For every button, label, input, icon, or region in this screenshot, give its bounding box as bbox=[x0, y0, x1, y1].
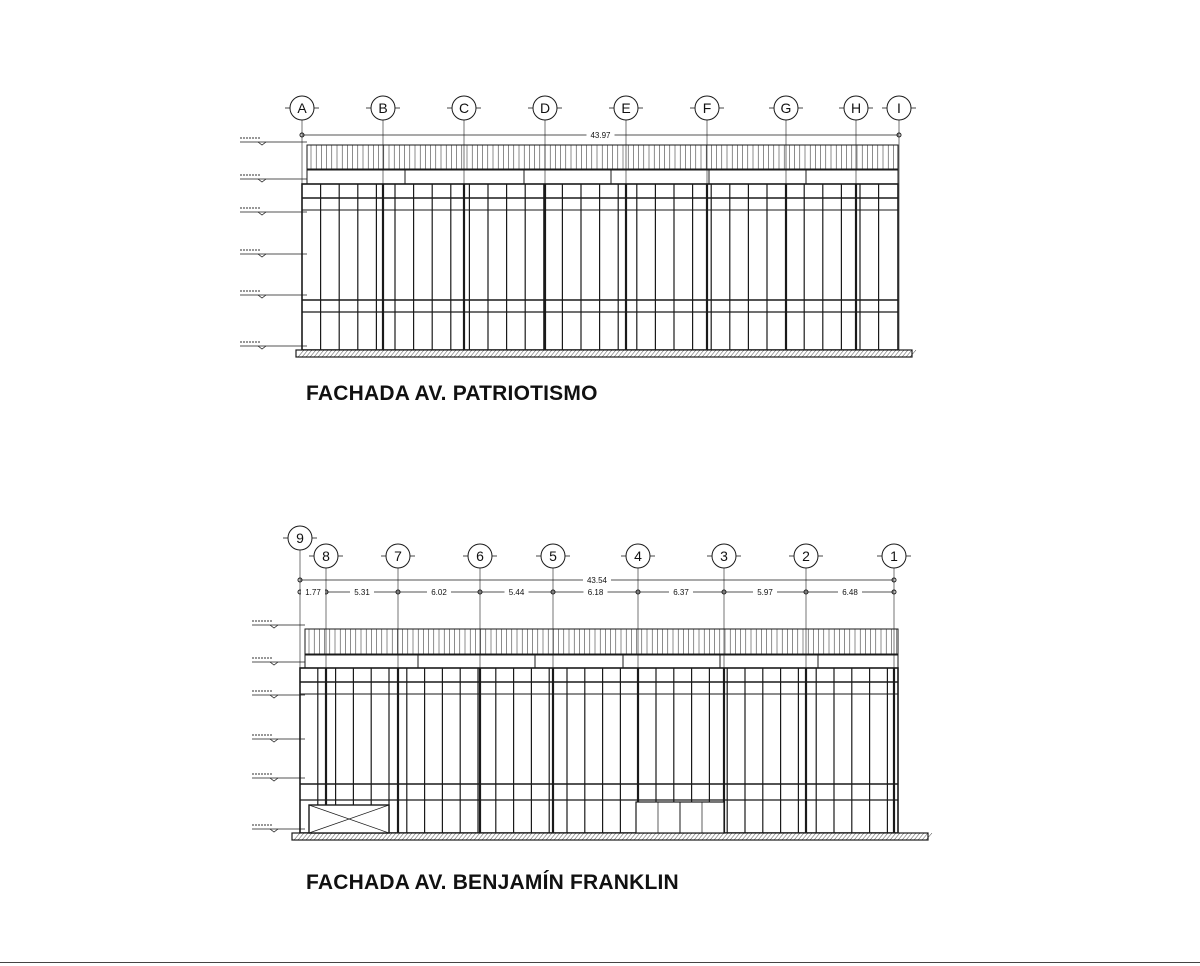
axis-label: 5 bbox=[549, 548, 557, 564]
axis-label: H bbox=[850, 100, 862, 116]
total-dimension: 43.54 bbox=[586, 576, 608, 585]
span-dimension: 5.97 bbox=[757, 588, 773, 597]
axis-label: F bbox=[702, 100, 712, 116]
parapet-louver bbox=[307, 145, 898, 169]
facade-frame bbox=[300, 668, 898, 833]
axis-label: D bbox=[539, 100, 551, 116]
span-dimension: 6.18 bbox=[587, 588, 604, 597]
axis-label: G bbox=[780, 100, 792, 116]
level-marker bbox=[270, 739, 278, 742]
level-marker bbox=[270, 625, 278, 628]
axis-label: 7 bbox=[394, 548, 402, 564]
span-dimension: 5.44 bbox=[508, 588, 525, 597]
axis-label: 9 bbox=[296, 530, 304, 546]
span-dimension: 6.37 bbox=[673, 588, 689, 597]
fascia-band bbox=[305, 655, 898, 668]
fascia-band bbox=[307, 170, 898, 184]
elevation-benjamin-franklin bbox=[252, 526, 932, 840]
span-dimension: 6.02 bbox=[431, 588, 447, 597]
span-dimension: 1.77 bbox=[305, 588, 321, 597]
axis-label: E bbox=[621, 100, 631, 116]
level-marker bbox=[258, 212, 266, 215]
axis-label: I bbox=[897, 100, 901, 116]
axis-label: 3 bbox=[720, 548, 728, 564]
level-marker bbox=[270, 778, 278, 781]
level-marker bbox=[270, 662, 278, 665]
level-marker bbox=[270, 695, 278, 698]
sheet-border bbox=[0, 962, 1200, 963]
axis-label: C bbox=[458, 100, 470, 116]
axis-label: 1 bbox=[890, 548, 898, 564]
ground-strip bbox=[296, 350, 912, 357]
axis-label: A bbox=[297, 100, 307, 116]
total-dimension: 43.97 bbox=[590, 131, 611, 140]
level-marker bbox=[270, 829, 278, 832]
level-marker bbox=[258, 295, 266, 298]
parapet-louver bbox=[305, 629, 898, 654]
axis-label: 2 bbox=[802, 548, 810, 564]
axis-label: 4 bbox=[634, 548, 642, 564]
level-marker bbox=[258, 254, 266, 257]
span-dimension: 5.31 bbox=[354, 588, 370, 597]
level-marker bbox=[258, 346, 266, 349]
drawing-title-patriotismo: FACHADA AV. PATRIOTISMO bbox=[306, 382, 598, 405]
drawing-title-franklin: FACHADA AV. BENJAMÍN FRANKLIN bbox=[306, 871, 679, 894]
elevation-patriotismo bbox=[240, 96, 916, 357]
span-dimension: 6.48 bbox=[842, 588, 858, 597]
level-marker bbox=[258, 179, 266, 182]
axis-label: B bbox=[378, 100, 388, 116]
level-marker bbox=[258, 142, 266, 145]
axis-label: 6 bbox=[476, 548, 484, 564]
axis-label: 8 bbox=[322, 548, 330, 564]
